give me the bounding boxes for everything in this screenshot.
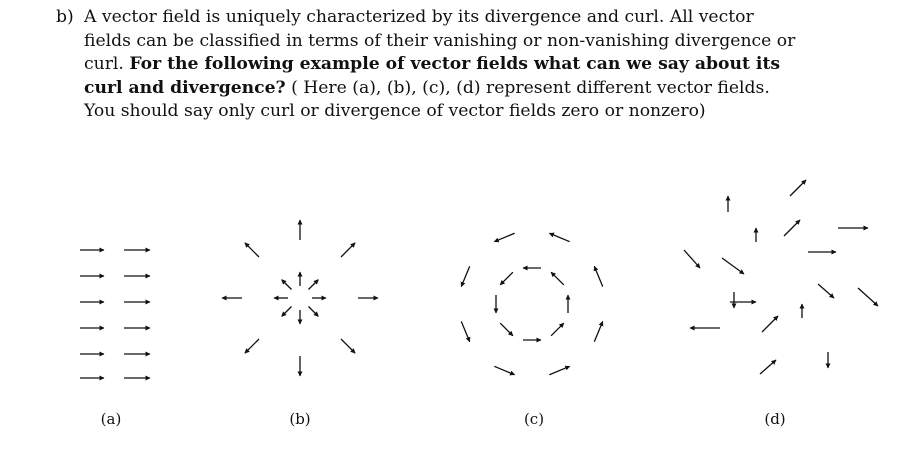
- caption-c: (c): [523, 410, 545, 428]
- arrow-d: [762, 316, 778, 332]
- question-label: b): [56, 7, 74, 27]
- caption-d: (d): [764, 410, 786, 428]
- vector-field-a: [80, 250, 150, 378]
- arrow-d: [684, 250, 700, 268]
- arrow-d: [790, 180, 806, 196]
- arrow-c: [500, 272, 513, 285]
- arrow-b: [308, 306, 318, 316]
- arrow-c: [594, 321, 602, 341]
- arrow-b: [308, 280, 318, 290]
- arrow-c: [551, 323, 564, 336]
- arrow-c: [494, 366, 514, 374]
- question-bold-prompt: For the following example of vector fields what can we say about its curl and divergence?: [84, 54, 781, 98]
- arrow-c: [594, 266, 602, 286]
- arrow-d: [760, 360, 776, 374]
- vector-field-d: [684, 180, 878, 374]
- arrow-d: [858, 288, 878, 306]
- arrow-c: [494, 233, 514, 241]
- arrow-c: [500, 323, 513, 336]
- arrow-c: [461, 266, 469, 286]
- arrow-c: [551, 272, 564, 285]
- arrow-b: [282, 306, 292, 316]
- vector-field-b: [222, 220, 378, 376]
- arrow-d: [784, 220, 800, 236]
- caption-a: (a): [100, 410, 122, 428]
- arrow-c: [549, 366, 569, 374]
- caption-b: (b): [289, 410, 311, 428]
- arrow-b: [341, 243, 355, 257]
- vector-field-c: [461, 233, 602, 374]
- arrow-b: [245, 243, 259, 257]
- arrow-b: [245, 339, 259, 353]
- arrow-c: [549, 233, 569, 241]
- arrow-b: [341, 339, 355, 353]
- arrow-d: [722, 258, 744, 274]
- arrow-b: [282, 280, 292, 290]
- question-tail: ( Here (a), (b), (c), (d) represent different vector fields. You should say only curl or divergence of vector fields zero or nonzero): [84, 77, 770, 121]
- arrow-c: [461, 321, 469, 341]
- arrow-d: [818, 284, 834, 298]
- question-intro: A vector field is uniquely characterized by its divergence and curl. All vector fields can be classified in terms of their vanishing or non-vanishing divergence or curl.: [84, 7, 796, 74]
